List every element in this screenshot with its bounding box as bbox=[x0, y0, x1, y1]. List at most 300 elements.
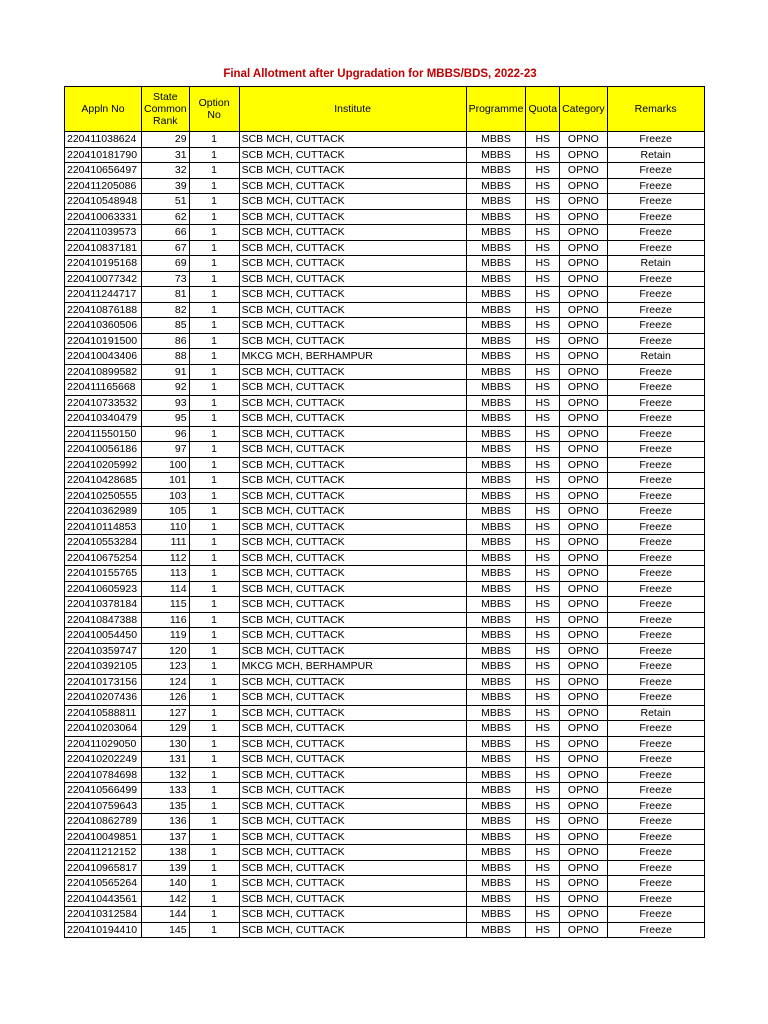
quota-cell: HS bbox=[526, 519, 560, 535]
category-cell: OPNO bbox=[560, 891, 608, 907]
option-no-cell: 1 bbox=[189, 628, 239, 644]
category-cell: OPNO bbox=[560, 519, 608, 535]
programme-cell: MBBS bbox=[466, 876, 526, 892]
option-no-cell: 1 bbox=[189, 721, 239, 737]
remarks-cell: Freeze bbox=[607, 240, 704, 256]
institute-cell: SCB MCH, CUTTACK bbox=[239, 612, 466, 628]
rank-cell: 129 bbox=[142, 721, 190, 737]
category-cell: OPNO bbox=[560, 814, 608, 830]
quota-cell: HS bbox=[526, 256, 560, 272]
table-row bbox=[65, 318, 705, 334]
remarks-cell: Freeze bbox=[607, 194, 704, 210]
remarks-cell: Freeze bbox=[607, 736, 704, 752]
appln-no-cell: 220410443561 bbox=[65, 891, 142, 907]
option-no-cell: 1 bbox=[189, 209, 239, 225]
document-title: Final Allotment after Upgradation for MBBS/BDS, 2022-23 bbox=[223, 68, 537, 80]
table-row bbox=[65, 349, 705, 365]
quota-cell: HS bbox=[526, 364, 560, 380]
table-row bbox=[65, 333, 705, 349]
category-cell: OPNO bbox=[560, 178, 608, 194]
institute-cell: SCB MCH, CUTTACK bbox=[239, 581, 466, 597]
institute-cell: SCB MCH, CUTTACK bbox=[239, 473, 466, 489]
institute-cell: SCB MCH, CUTTACK bbox=[239, 225, 466, 241]
option-no-cell: 1 bbox=[189, 364, 239, 380]
institute-cell: SCB MCH, CUTTACK bbox=[239, 333, 466, 349]
programme-cell: MBBS bbox=[466, 628, 526, 644]
appln-no-cell: 220411212152 bbox=[65, 845, 142, 861]
rank-cell: 85 bbox=[142, 318, 190, 334]
category-cell: OPNO bbox=[560, 194, 608, 210]
header-category: Category bbox=[560, 87, 608, 132]
quota-cell: HS bbox=[526, 442, 560, 458]
option-no-cell: 1 bbox=[189, 473, 239, 489]
rank-cell: 32 bbox=[142, 163, 190, 179]
remarks-cell: Freeze bbox=[607, 163, 704, 179]
quota-cell: HS bbox=[526, 628, 560, 644]
remarks-cell: Freeze bbox=[607, 225, 704, 241]
programme-cell: MBBS bbox=[466, 891, 526, 907]
appln-no-cell: 220410428685 bbox=[65, 473, 142, 489]
option-no-cell: 1 bbox=[189, 318, 239, 334]
remarks-cell: Freeze bbox=[607, 488, 704, 504]
programme-cell: MBBS bbox=[466, 860, 526, 876]
table-row bbox=[65, 922, 705, 938]
rank-cell: 145 bbox=[142, 922, 190, 938]
table-row bbox=[65, 907, 705, 923]
appln-no-cell: 220410837181 bbox=[65, 240, 142, 256]
quota-cell: HS bbox=[526, 612, 560, 628]
rank-cell: 96 bbox=[142, 426, 190, 442]
programme-cell: MBBS bbox=[466, 845, 526, 861]
option-no-cell: 1 bbox=[189, 659, 239, 675]
appln-no-cell: 220411205086 bbox=[65, 178, 142, 194]
table-header bbox=[65, 87, 705, 132]
institute-cell: SCB MCH, CUTTACK bbox=[239, 163, 466, 179]
appln-no-cell: 220410312584 bbox=[65, 907, 142, 923]
table-row bbox=[65, 364, 705, 380]
programme-cell: MBBS bbox=[466, 535, 526, 551]
table-row bbox=[65, 147, 705, 163]
programme-cell: MBBS bbox=[466, 364, 526, 380]
programme-cell: MBBS bbox=[466, 829, 526, 845]
institute-cell: SCB MCH, CUTTACK bbox=[239, 426, 466, 442]
quota-cell: HS bbox=[526, 225, 560, 241]
programme-cell: MBBS bbox=[466, 814, 526, 830]
institute-cell: SCB MCH, CUTTACK bbox=[239, 736, 466, 752]
appln-no-cell: 220410378184 bbox=[65, 597, 142, 613]
appln-no-cell: 220410675254 bbox=[65, 550, 142, 566]
option-no-cell: 1 bbox=[189, 132, 239, 148]
quota-cell: HS bbox=[526, 488, 560, 504]
remarks-cell: Freeze bbox=[607, 364, 704, 380]
table-row bbox=[65, 690, 705, 706]
programme-cell: MBBS bbox=[466, 240, 526, 256]
appln-no-cell: 220410043406 bbox=[65, 349, 142, 365]
quota-cell: HS bbox=[526, 736, 560, 752]
table-row bbox=[65, 736, 705, 752]
institute-cell: SCB MCH, CUTTACK bbox=[239, 256, 466, 272]
rank-cell: 91 bbox=[142, 364, 190, 380]
institute-cell: MKCG MCH, BERHAMPUR bbox=[239, 659, 466, 675]
quota-cell: HS bbox=[526, 690, 560, 706]
quota-cell: HS bbox=[526, 860, 560, 876]
category-cell: OPNO bbox=[560, 349, 608, 365]
rank-cell: 130 bbox=[142, 736, 190, 752]
table-row bbox=[65, 814, 705, 830]
institute-cell: SCB MCH, CUTTACK bbox=[239, 411, 466, 427]
rank-cell: 139 bbox=[142, 860, 190, 876]
quota-cell: HS bbox=[526, 597, 560, 613]
remarks-cell: Freeze bbox=[607, 550, 704, 566]
programme-cell: MBBS bbox=[466, 752, 526, 768]
appln-no-cell: 220410899582 bbox=[65, 364, 142, 380]
category-cell: OPNO bbox=[560, 581, 608, 597]
institute-cell: SCB MCH, CUTTACK bbox=[239, 922, 466, 938]
quota-cell: HS bbox=[526, 163, 560, 179]
programme-cell: MBBS bbox=[466, 922, 526, 938]
programme-cell: MBBS bbox=[466, 612, 526, 628]
remarks-cell: Freeze bbox=[607, 907, 704, 923]
quota-cell: HS bbox=[526, 566, 560, 582]
appln-no-cell: 220410759643 bbox=[65, 798, 142, 814]
quota-cell: HS bbox=[526, 922, 560, 938]
rank-cell: 135 bbox=[142, 798, 190, 814]
remarks-cell: Freeze bbox=[607, 752, 704, 768]
programme-cell: MBBS bbox=[466, 907, 526, 923]
category-cell: OPNO bbox=[560, 473, 608, 489]
category-cell: OPNO bbox=[560, 752, 608, 768]
remarks-cell: Freeze bbox=[607, 674, 704, 690]
header-remarks: Remarks bbox=[607, 87, 704, 132]
table-row bbox=[65, 178, 705, 194]
quota-cell: HS bbox=[526, 302, 560, 318]
rank-cell: 86 bbox=[142, 333, 190, 349]
option-no-cell: 1 bbox=[189, 690, 239, 706]
programme-cell: MBBS bbox=[466, 488, 526, 504]
rank-cell: 120 bbox=[142, 643, 190, 659]
programme-cell: MBBS bbox=[466, 318, 526, 334]
rank-cell: 93 bbox=[142, 395, 190, 411]
rank-cell: 132 bbox=[142, 767, 190, 783]
option-no-cell: 1 bbox=[189, 147, 239, 163]
rank-cell: 92 bbox=[142, 380, 190, 396]
programme-cell: MBBS bbox=[466, 550, 526, 566]
remarks-cell: Freeze bbox=[607, 612, 704, 628]
programme-cell: MBBS bbox=[466, 736, 526, 752]
remarks-cell: Freeze bbox=[607, 209, 704, 225]
option-no-cell: 1 bbox=[189, 302, 239, 318]
table-row bbox=[65, 659, 705, 675]
table-row bbox=[65, 519, 705, 535]
category-cell: OPNO bbox=[560, 550, 608, 566]
category-cell: OPNO bbox=[560, 287, 608, 303]
quota-cell: HS bbox=[526, 659, 560, 675]
table-row bbox=[65, 628, 705, 644]
remarks-cell: Retain bbox=[607, 147, 704, 163]
header-row bbox=[65, 87, 705, 132]
option-no-cell: 1 bbox=[189, 674, 239, 690]
table-row bbox=[65, 504, 705, 520]
rank-cell: 127 bbox=[142, 705, 190, 721]
appln-no-cell: 220410362989 bbox=[65, 504, 142, 520]
institute-cell: SCB MCH, CUTTACK bbox=[239, 209, 466, 225]
rank-cell: 29 bbox=[142, 132, 190, 148]
table-row bbox=[65, 752, 705, 768]
appln-no-cell: 220410181790 bbox=[65, 147, 142, 163]
institute-cell: SCB MCH, CUTTACK bbox=[239, 829, 466, 845]
institute-cell: SCB MCH, CUTTACK bbox=[239, 535, 466, 551]
quota-cell: HS bbox=[526, 318, 560, 334]
category-cell: OPNO bbox=[560, 163, 608, 179]
option-no-cell: 1 bbox=[189, 907, 239, 923]
institute-cell: SCB MCH, CUTTACK bbox=[239, 147, 466, 163]
category-cell: OPNO bbox=[560, 504, 608, 520]
category-cell: OPNO bbox=[560, 271, 608, 287]
rank-cell: 115 bbox=[142, 597, 190, 613]
appln-no-cell: 220410114853 bbox=[65, 519, 142, 535]
quota-cell: HS bbox=[526, 550, 560, 566]
remarks-cell: Freeze bbox=[607, 690, 704, 706]
category-cell: OPNO bbox=[560, 457, 608, 473]
remarks-cell: Freeze bbox=[607, 271, 704, 287]
option-no-cell: 1 bbox=[189, 643, 239, 659]
programme-cell: MBBS bbox=[466, 504, 526, 520]
option-no-cell: 1 bbox=[189, 271, 239, 287]
remarks-cell: Freeze bbox=[607, 457, 704, 473]
option-no-cell: 1 bbox=[189, 240, 239, 256]
appln-no-cell: 220410173156 bbox=[65, 674, 142, 690]
category-cell: OPNO bbox=[560, 225, 608, 241]
institute-cell: SCB MCH, CUTTACK bbox=[239, 721, 466, 737]
rank-cell: 39 bbox=[142, 178, 190, 194]
option-no-cell: 1 bbox=[189, 163, 239, 179]
category-cell: OPNO bbox=[560, 922, 608, 938]
quota-cell: HS bbox=[526, 829, 560, 845]
institute-cell: SCB MCH, CUTTACK bbox=[239, 271, 466, 287]
rank-cell: 123 bbox=[142, 659, 190, 675]
category-cell: OPNO bbox=[560, 302, 608, 318]
appln-no-cell: 220410056186 bbox=[65, 442, 142, 458]
appln-no-cell: 220411165668 bbox=[65, 380, 142, 396]
quota-cell: HS bbox=[526, 798, 560, 814]
table-row bbox=[65, 457, 705, 473]
option-no-cell: 1 bbox=[189, 922, 239, 938]
category-cell: OPNO bbox=[560, 132, 608, 148]
programme-cell: MBBS bbox=[466, 798, 526, 814]
institute-cell: SCB MCH, CUTTACK bbox=[239, 504, 466, 520]
appln-no-cell: 220410063331 bbox=[65, 209, 142, 225]
programme-cell: MBBS bbox=[466, 411, 526, 427]
option-no-cell: 1 bbox=[189, 488, 239, 504]
category-cell: OPNO bbox=[560, 240, 608, 256]
appln-no-cell: 220410847388 bbox=[65, 612, 142, 628]
quota-cell: HS bbox=[526, 473, 560, 489]
programme-cell: MBBS bbox=[466, 581, 526, 597]
category-cell: OPNO bbox=[560, 256, 608, 272]
quota-cell: HS bbox=[526, 721, 560, 737]
table-row bbox=[65, 442, 705, 458]
remarks-cell: Freeze bbox=[607, 535, 704, 551]
category-cell: OPNO bbox=[560, 690, 608, 706]
programme-cell: MBBS bbox=[466, 643, 526, 659]
option-no-cell: 1 bbox=[189, 860, 239, 876]
category-cell: OPNO bbox=[560, 333, 608, 349]
remarks-cell: Freeze bbox=[607, 922, 704, 938]
remarks-cell: Freeze bbox=[607, 411, 704, 427]
programme-cell: MBBS bbox=[466, 349, 526, 365]
table-row bbox=[65, 426, 705, 442]
rank-cell: 110 bbox=[142, 519, 190, 535]
rank-cell: 73 bbox=[142, 271, 190, 287]
appln-no-cell: 220410203064 bbox=[65, 721, 142, 737]
header-state-common-rank: State Common Rank bbox=[142, 87, 190, 132]
category-cell: OPNO bbox=[560, 798, 608, 814]
option-no-cell: 1 bbox=[189, 612, 239, 628]
quota-cell: HS bbox=[526, 380, 560, 396]
programme-cell: MBBS bbox=[466, 783, 526, 799]
appln-no-cell: 220411039573 bbox=[65, 225, 142, 241]
remarks-cell: Freeze bbox=[607, 473, 704, 489]
option-no-cell: 1 bbox=[189, 178, 239, 194]
programme-cell: MBBS bbox=[466, 163, 526, 179]
remarks-cell: Freeze bbox=[607, 659, 704, 675]
institute-cell: SCB MCH, CUTTACK bbox=[239, 705, 466, 721]
institute-cell: SCB MCH, CUTTACK bbox=[239, 395, 466, 411]
option-no-cell: 1 bbox=[189, 194, 239, 210]
category-cell: OPNO bbox=[560, 411, 608, 427]
institute-cell: SCB MCH, CUTTACK bbox=[239, 442, 466, 458]
remarks-cell: Freeze bbox=[607, 566, 704, 582]
category-cell: OPNO bbox=[560, 209, 608, 225]
table-row bbox=[65, 891, 705, 907]
option-no-cell: 1 bbox=[189, 876, 239, 892]
quota-cell: HS bbox=[526, 876, 560, 892]
option-no-cell: 1 bbox=[189, 426, 239, 442]
institute-cell: SCB MCH, CUTTACK bbox=[239, 566, 466, 582]
appln-no-cell: 220410359747 bbox=[65, 643, 142, 659]
programme-cell: MBBS bbox=[466, 302, 526, 318]
quota-cell: HS bbox=[526, 752, 560, 768]
remarks-cell: Freeze bbox=[607, 721, 704, 737]
category-cell: OPNO bbox=[560, 705, 608, 721]
programme-cell: MBBS bbox=[466, 132, 526, 148]
remarks-cell: Freeze bbox=[607, 380, 704, 396]
option-no-cell: 1 bbox=[189, 411, 239, 427]
remarks-cell: Freeze bbox=[607, 333, 704, 349]
remarks-cell: Freeze bbox=[607, 178, 704, 194]
rank-cell: 113 bbox=[142, 566, 190, 582]
rank-cell: 124 bbox=[142, 674, 190, 690]
category-cell: OPNO bbox=[560, 736, 608, 752]
institute-cell: SCB MCH, CUTTACK bbox=[239, 628, 466, 644]
category-cell: OPNO bbox=[560, 829, 608, 845]
institute-cell: SCB MCH, CUTTACK bbox=[239, 519, 466, 535]
institute-cell: SCB MCH, CUTTACK bbox=[239, 907, 466, 923]
appln-no-cell: 220410207436 bbox=[65, 690, 142, 706]
quota-cell: HS bbox=[526, 209, 560, 225]
rank-cell: 105 bbox=[142, 504, 190, 520]
category-cell: OPNO bbox=[560, 442, 608, 458]
quota-cell: HS bbox=[526, 240, 560, 256]
header-programme: Programme bbox=[466, 87, 526, 132]
remarks-cell: Freeze bbox=[607, 287, 704, 303]
table-row bbox=[65, 721, 705, 737]
table-body bbox=[65, 132, 705, 938]
option-no-cell: 1 bbox=[189, 891, 239, 907]
option-no-cell: 1 bbox=[189, 767, 239, 783]
programme-cell: MBBS bbox=[466, 147, 526, 163]
quota-cell: HS bbox=[526, 411, 560, 427]
option-no-cell: 1 bbox=[189, 457, 239, 473]
quota-cell: HS bbox=[526, 581, 560, 597]
remarks-cell: Freeze bbox=[607, 891, 704, 907]
table-row bbox=[65, 163, 705, 179]
appln-no-cell: 220410340479 bbox=[65, 411, 142, 427]
appln-no-cell: 220410876188 bbox=[65, 302, 142, 318]
programme-cell: MBBS bbox=[466, 209, 526, 225]
remarks-cell: Freeze bbox=[607, 442, 704, 458]
appln-no-cell: 220410191500 bbox=[65, 333, 142, 349]
quota-cell: HS bbox=[526, 457, 560, 473]
appln-no-cell: 220410054450 bbox=[65, 628, 142, 644]
quota-cell: HS bbox=[526, 349, 560, 365]
appln-no-cell: 220411244717 bbox=[65, 287, 142, 303]
rank-cell: 81 bbox=[142, 287, 190, 303]
institute-cell: SCB MCH, CUTTACK bbox=[239, 550, 466, 566]
appln-no-cell: 220410548948 bbox=[65, 194, 142, 210]
appln-no-cell: 220410194410 bbox=[65, 922, 142, 938]
quota-cell: HS bbox=[526, 271, 560, 287]
rank-cell: 144 bbox=[142, 907, 190, 923]
rank-cell: 116 bbox=[142, 612, 190, 628]
rank-cell: 103 bbox=[142, 488, 190, 504]
table-row bbox=[65, 256, 705, 272]
remarks-cell: Freeze bbox=[607, 767, 704, 783]
table-row bbox=[65, 535, 705, 551]
programme-cell: MBBS bbox=[466, 395, 526, 411]
remarks-cell: Freeze bbox=[607, 783, 704, 799]
rank-cell: 119 bbox=[142, 628, 190, 644]
rank-cell: 97 bbox=[142, 442, 190, 458]
category-cell: OPNO bbox=[560, 643, 608, 659]
rank-cell: 82 bbox=[142, 302, 190, 318]
option-no-cell: 1 bbox=[189, 752, 239, 768]
option-no-cell: 1 bbox=[189, 442, 239, 458]
option-no-cell: 1 bbox=[189, 504, 239, 520]
header-institute: Institute bbox=[239, 87, 466, 132]
quota-cell: HS bbox=[526, 147, 560, 163]
remarks-cell: Retain bbox=[607, 349, 704, 365]
programme-cell: MBBS bbox=[466, 519, 526, 535]
rank-cell: 31 bbox=[142, 147, 190, 163]
rank-cell: 126 bbox=[142, 690, 190, 706]
programme-cell: MBBS bbox=[466, 380, 526, 396]
quota-cell: HS bbox=[526, 891, 560, 907]
programme-cell: MBBS bbox=[466, 256, 526, 272]
table-row bbox=[65, 783, 705, 799]
option-no-cell: 1 bbox=[189, 333, 239, 349]
programme-cell: MBBS bbox=[466, 333, 526, 349]
table-row bbox=[65, 380, 705, 396]
table-row bbox=[65, 581, 705, 597]
quota-cell: HS bbox=[526, 178, 560, 194]
appln-no-cell: 220410656497 bbox=[65, 163, 142, 179]
table-row bbox=[65, 209, 705, 225]
appln-no-cell: 220410202249 bbox=[65, 752, 142, 768]
quota-cell: HS bbox=[526, 767, 560, 783]
remarks-cell: Freeze bbox=[607, 829, 704, 845]
institute-cell: SCB MCH, CUTTACK bbox=[239, 752, 466, 768]
